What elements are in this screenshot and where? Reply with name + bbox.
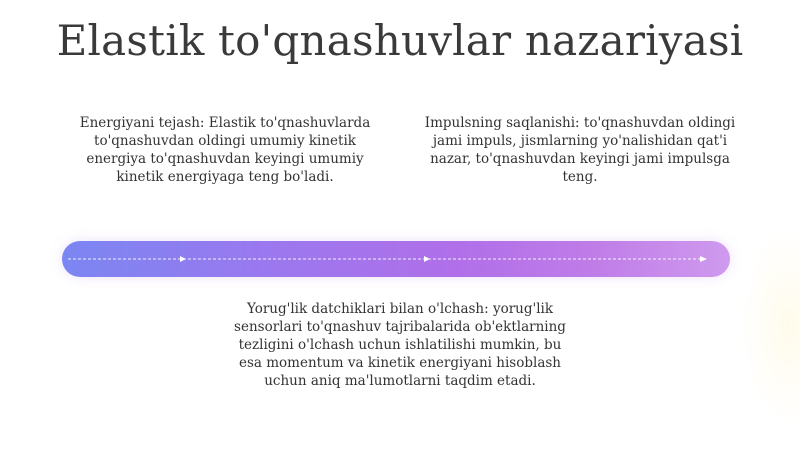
momentum-conservation-text: Impulsning saqlanishi: to'qnashuvdan oldingi jami impuls, jismlarning yo'nalishidan qat'i nazar, to'qnashuvdan keyingi jami impulsga teng.: [424, 115, 736, 185]
energy-conservation-text: Energiyani tejash: Elastik to'qnashuvlarda to'qnashuvdan oldingi umumiy kinetik energiya to'qnashuvdan keyingi umumiy kinetik energiyaga teng bo'ladi.: [79, 115, 371, 185]
light-sensor-text: Yorug'lik datchiklari bilan o'lchash: yorug'lik sensorlari to'qnashuv tajribalarida ob'ektlarning tezligini o'lchash uchun ishlatilishi mumkin, bu esa momentum va kinetik energiyani hisoblash uchun aniq ma'lumotlarni taqdim etadi.: [234, 301, 566, 389]
light-glow: [740, 226, 800, 426]
collision-track-bar: [62, 241, 730, 277]
page-title: Elastik to'qnashuvlar nazariyasi: [56, 16, 744, 65]
arrow-line-icon: [62, 241, 730, 277]
